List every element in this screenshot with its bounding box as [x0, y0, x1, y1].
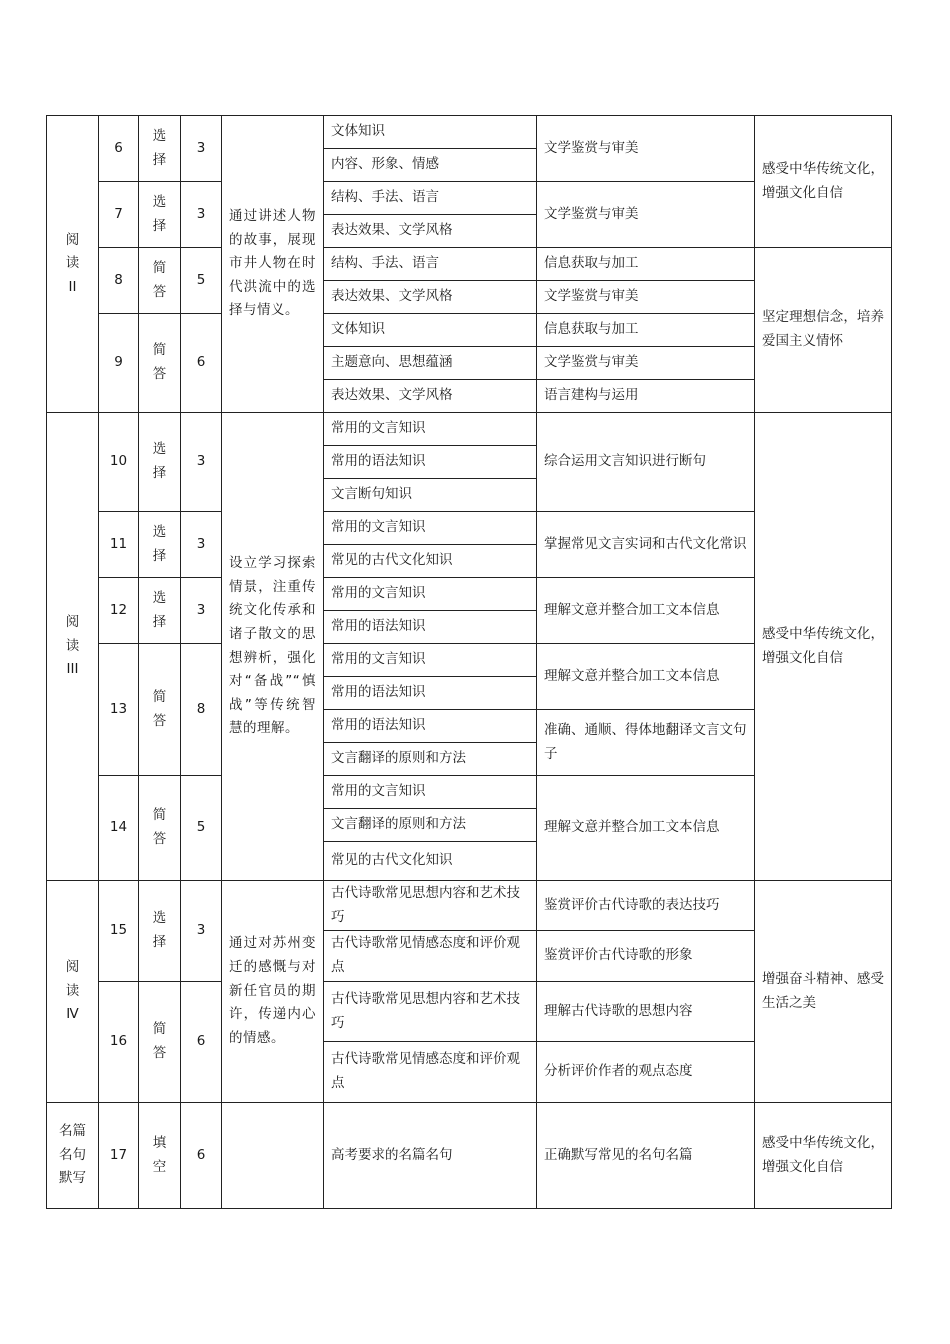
ability-requirement: 文学鉴赏与审美: [537, 347, 755, 380]
question-number: 12: [99, 578, 139, 644]
question-number: 8: [99, 248, 139, 314]
knowledge-point: 常用的文言知识: [324, 776, 537, 809]
ability-requirement: 信息获取与加工: [537, 248, 755, 281]
knowledge-point: 常用的语法知识: [324, 446, 537, 479]
table-row: [47, 881, 892, 931]
knowledge-point: 表达效果、文学风格: [324, 215, 537, 248]
ability-requirement: 语言建构与运用: [537, 380, 755, 413]
question-type: 填空: [139, 1103, 181, 1209]
question-score: 6: [181, 314, 222, 413]
table-row: [47, 413, 892, 446]
question-number: 10: [99, 413, 139, 512]
question-score: 3: [181, 182, 222, 248]
knowledge-point: 结构、手法、语言: [324, 248, 537, 281]
question-number: 15: [99, 881, 139, 982]
question-type: 简答: [139, 248, 181, 314]
knowledge-point: 文言断句知识: [324, 479, 537, 512]
table-row: [47, 1103, 892, 1209]
question-type: 简答: [139, 314, 181, 413]
question-score: 5: [181, 248, 222, 314]
question-type: 选择: [139, 413, 181, 512]
knowledge-point: 常用的文言知识: [324, 512, 537, 545]
question-number: 7: [99, 182, 139, 248]
question-type: 选择: [139, 512, 181, 578]
knowledge-point: 古代诗歌常见思想内容和艺术技巧: [324, 982, 537, 1042]
knowledge-point: 古代诗歌常见思想内容和艺术技巧: [324, 881, 537, 931]
value-goal: 感受中华传统文化，增强文化自信: [755, 413, 892, 881]
section-name: 阅读 III: [47, 413, 99, 881]
ability-requirement: 理解文意并整合加工文本信息: [537, 776, 755, 881]
knowledge-point: 常用的语法知识: [324, 677, 537, 710]
ability-requirement: 分析评价作者的观点态度: [537, 1042, 755, 1103]
section-name: 阅读 Ⅳ: [47, 881, 99, 1103]
ability-requirement: 鉴赏评价古代诗歌的形象: [537, 931, 755, 982]
table-row: [47, 116, 892, 149]
exam-spec-table: [46, 115, 892, 1209]
question-number: 11: [99, 512, 139, 578]
knowledge-point: 常用的文言知识: [324, 578, 537, 611]
ability-requirement: 信息获取与加工: [537, 314, 755, 347]
knowledge-point: 文言翻译的原则和方法: [324, 743, 537, 776]
context-description: [222, 1103, 324, 1209]
question-type: 选择: [139, 578, 181, 644]
knowledge-point: 古代诗歌常见情感态度和评价观点: [324, 1042, 537, 1103]
context-description: 通过对苏州变迁的感慨与对新任官员的期许，传递内心的情感。: [222, 881, 324, 1103]
ability-requirement: 理解古代诗歌的思想内容: [537, 982, 755, 1042]
knowledge-point: 常用的语法知识: [324, 611, 537, 644]
context-description: 通过讲述人物的故事，展现市井人物在时代洪流中的选择与情义。: [222, 116, 324, 413]
knowledge-point: 表达效果、文学风格: [324, 281, 537, 314]
knowledge-point: 结构、手法、语言: [324, 182, 537, 215]
ability-requirement: 准确、通顺、得体地翻译文言文句子: [537, 710, 755, 776]
ability-requirement: 文学鉴赏与审美: [537, 281, 755, 314]
ability-requirement: 掌握常见文言实词和古代文化常识: [537, 512, 755, 578]
context-description: 设立学习探索情景，注重传统文化传承和诸子散文的思想辨析，强化对“备战”“慎战”等传统智慧的理解。: [222, 413, 324, 881]
question-type: 简答: [139, 776, 181, 881]
ability-requirement: 理解文意并整合加工文本信息: [537, 578, 755, 644]
ability-requirement: 理解文意并整合加工文本信息: [537, 644, 755, 710]
question-score: 3: [181, 578, 222, 644]
question-number: 9: [99, 314, 139, 413]
ability-requirement: 鉴赏评价古代诗歌的表达技巧: [537, 881, 755, 931]
question-score: 3: [181, 512, 222, 578]
value-goal: 坚定理想信念，培养爱国主义情怀: [755, 248, 892, 413]
knowledge-point: 表达效果、文学风格: [324, 380, 537, 413]
knowledge-point: 常用的文言知识: [324, 413, 537, 446]
knowledge-point: 文言翻译的原则和方法: [324, 809, 537, 842]
question-score: 3: [181, 116, 222, 182]
question-number: 17: [99, 1103, 139, 1209]
ability-requirement: 综合运用文言知识进行断句: [537, 413, 755, 512]
ability-requirement: 文学鉴赏与审美: [537, 116, 755, 182]
question-number: 16: [99, 982, 139, 1103]
knowledge-point: 常用的文言知识: [324, 644, 537, 677]
question-score: 6: [181, 1103, 222, 1209]
knowledge-point: 常用的语法知识: [324, 710, 537, 743]
question-score: 5: [181, 776, 222, 881]
table-row: [47, 248, 892, 281]
question-score: 6: [181, 982, 222, 1103]
knowledge-point: 常见的古代文化知识: [324, 842, 537, 881]
knowledge-point: 主题意向、思想蕴涵: [324, 347, 537, 380]
knowledge-point: 高考要求的名篇名句: [324, 1103, 537, 1209]
question-type: 选择: [139, 881, 181, 982]
question-type: 简答: [139, 644, 181, 776]
value-goal: 增强奋斗精神、感受生活之美: [755, 881, 892, 1103]
knowledge-point: 常见的古代文化知识: [324, 545, 537, 578]
knowledge-point: 内容、形象、情感: [324, 149, 537, 182]
section-name: 阅读 II: [47, 116, 99, 413]
question-score: 3: [181, 881, 222, 982]
question-number: 6: [99, 116, 139, 182]
section-name: 名篇名句默写: [47, 1103, 99, 1209]
question-number: 13: [99, 644, 139, 776]
question-number: 14: [99, 776, 139, 881]
question-type: 选择: [139, 182, 181, 248]
question-type: 简答: [139, 982, 181, 1103]
value-goal: 感受中华传统文化，增强文化自信: [755, 1103, 892, 1209]
knowledge-point: 文体知识: [324, 314, 537, 347]
value-goal: 感受中华传统文化，增强文化自信: [755, 116, 892, 248]
question-type: 选择: [139, 116, 181, 182]
question-score: 8: [181, 644, 222, 776]
knowledge-point: 古代诗歌常见情感态度和评价观点: [324, 931, 537, 982]
ability-requirement: 文学鉴赏与审美: [537, 182, 755, 248]
knowledge-point: 文体知识: [324, 116, 537, 149]
ability-requirement: 正确默写常见的名句名篇: [537, 1103, 755, 1209]
question-score: 3: [181, 413, 222, 512]
